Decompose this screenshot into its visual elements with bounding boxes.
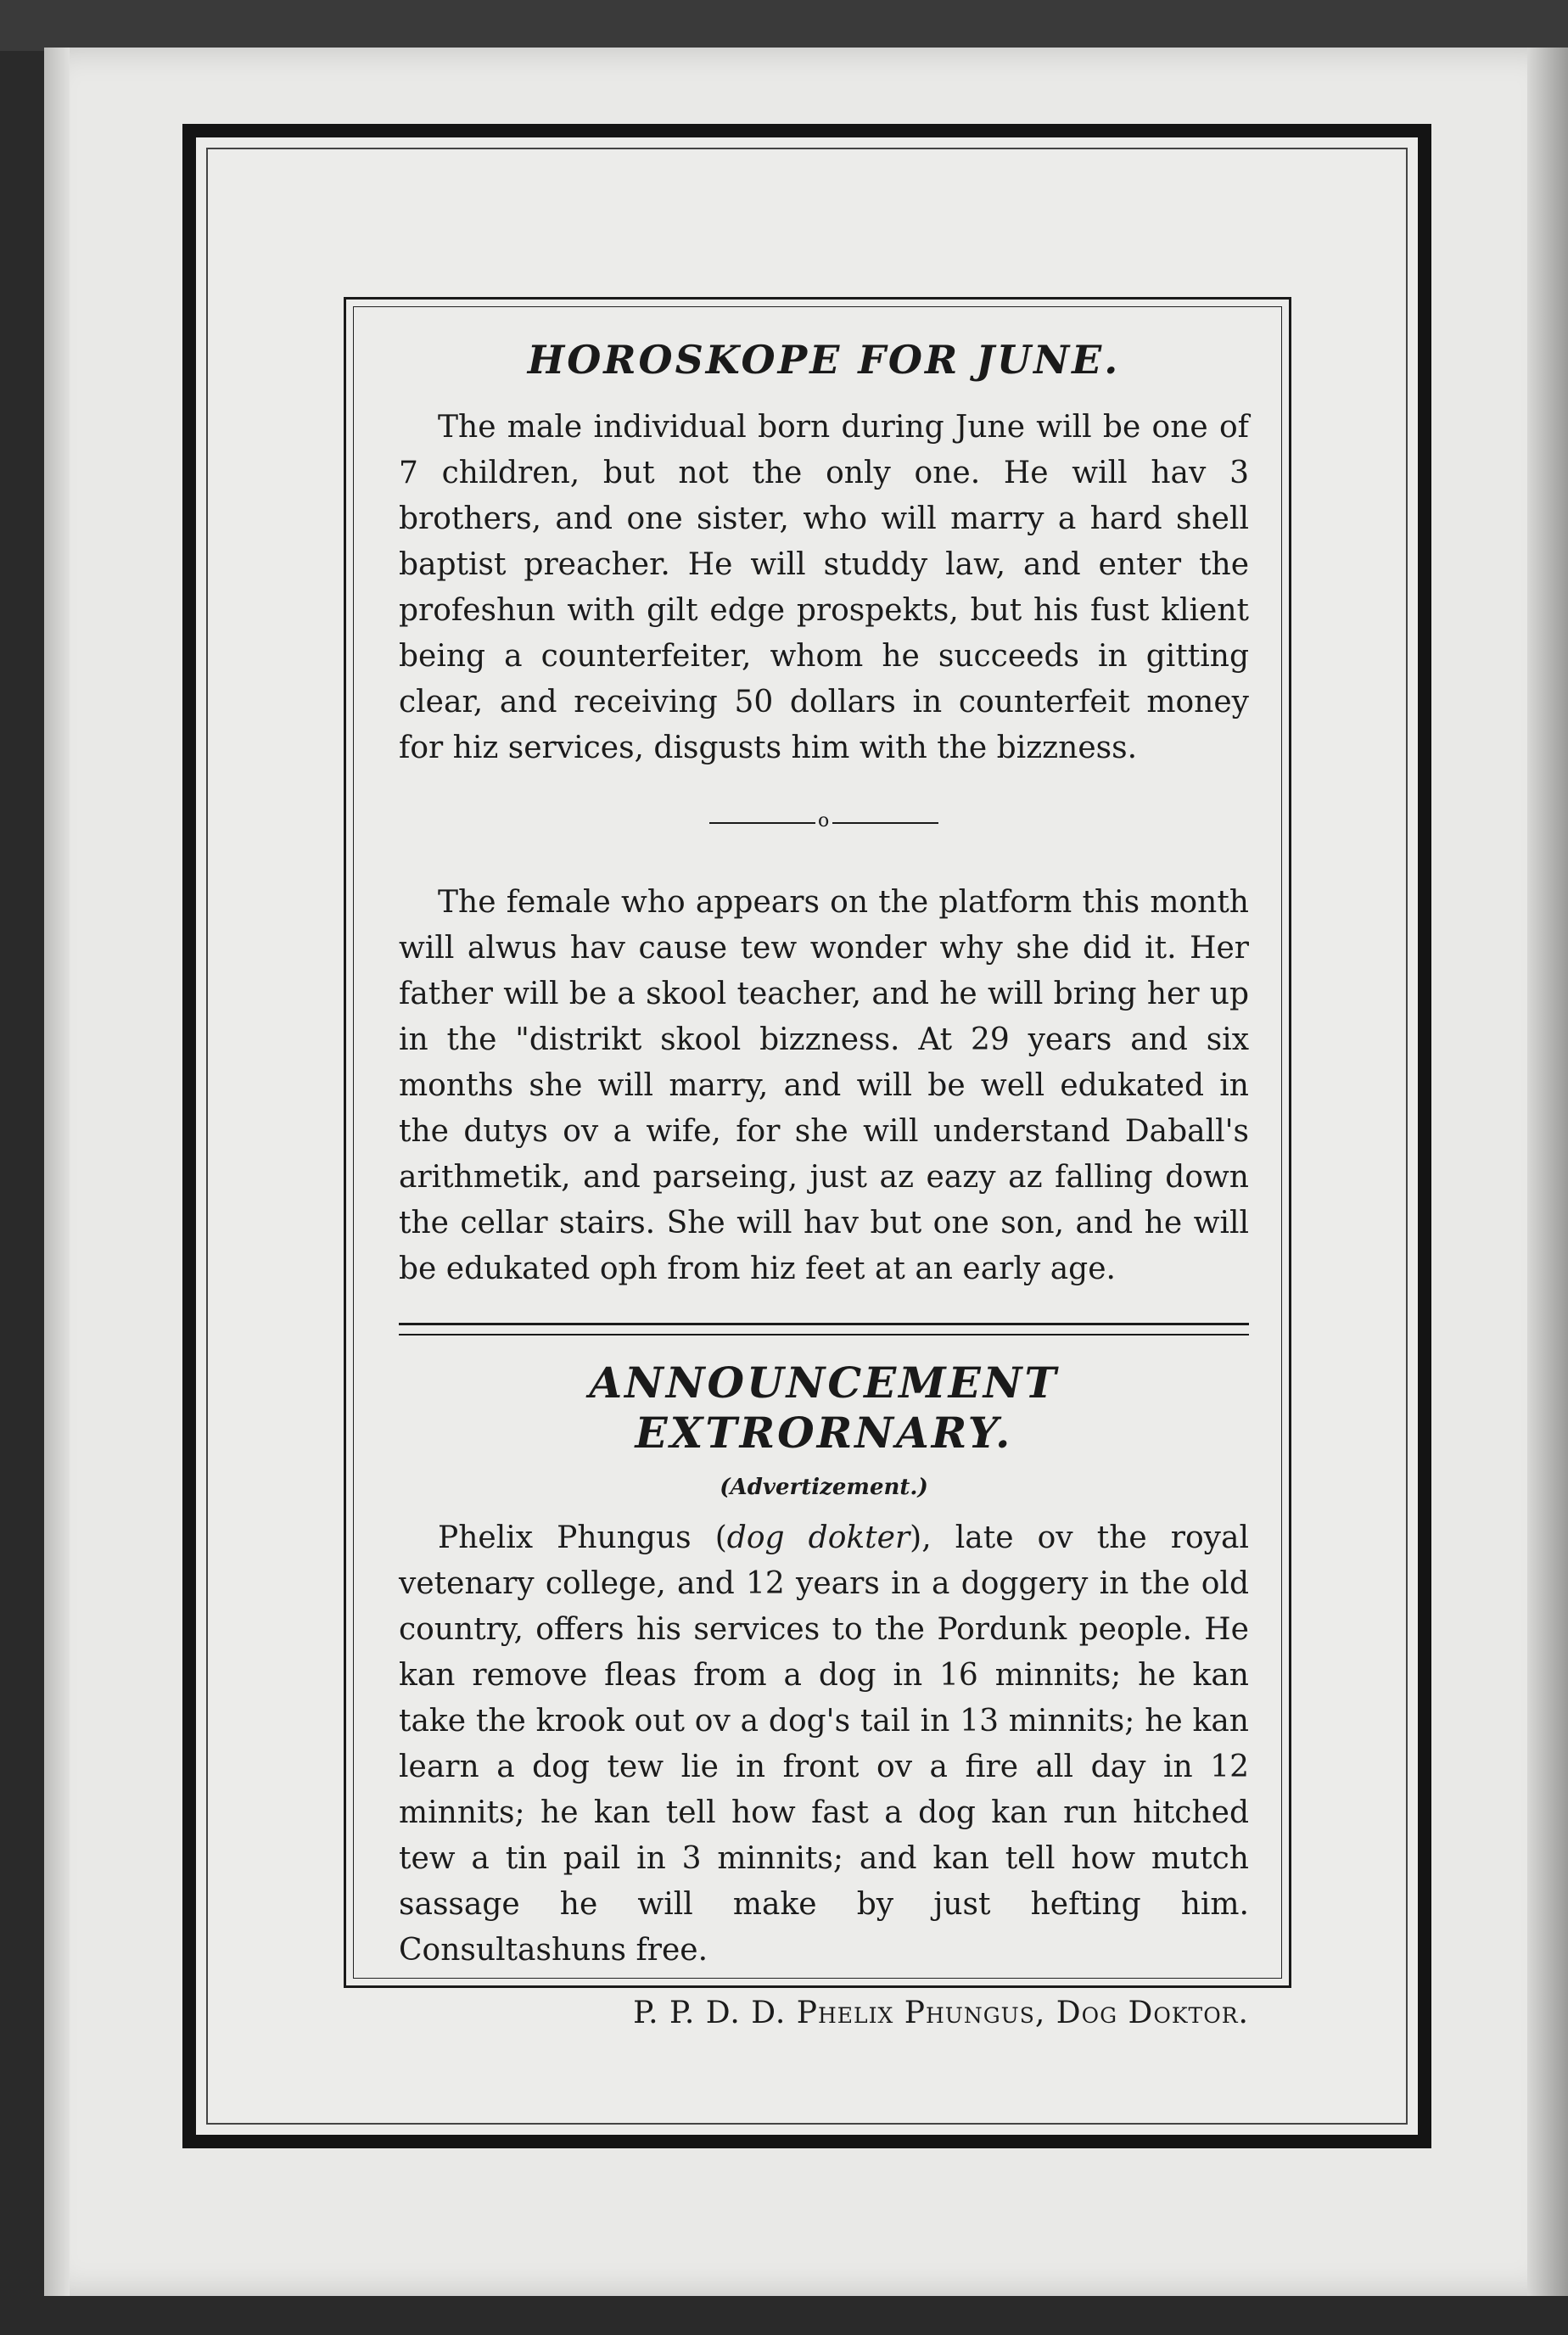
horoscope-female-paragraph: The female who appears on the platform this month will alwus hav cause tew wonder why she did it. Her father will be a skool teacher, and he will bring her up in the "distrikt skool bizzness. At 29 years and six months she will marry, and will be well edukated in the dutys ov a wife, for she will understand Daball's arithmetik, and parseing, just az eazy az falling down the cellar stairs. She will hav but one son, and he will be edukated oph from hiz feet at an early age. xyxy=(399,885,1249,1286)
divider-line-right xyxy=(832,822,938,824)
announcement-text-italic: dog dokter xyxy=(726,1520,910,1555)
double-rule xyxy=(399,1323,1249,1335)
announcement-subtitle: (Advertizement.) xyxy=(720,1475,928,1500)
divider-ornament: o xyxy=(818,810,830,832)
signature-name: Phelix Phungus, Dog Doktor. xyxy=(796,1996,1249,2030)
horoscope-male-paragraph: The male individual born during June will be one of 7 children, but not the only one. He will hav 3 brothers, and one sister, who will marry a hard shell baptist preacher. He will studdy law, and enter the profeshun with gilt edge prospekts, but his fust klient being a counterfeiter, whom he succeeds in gitting clear, and receiving 50 dollars in counterfeit money for hiz services, disgusts him with the bizzness. xyxy=(399,410,1249,765)
announcement-title: ANNOUNCEMENT EXTRORNARY. xyxy=(589,1358,1059,1458)
page-content xyxy=(399,327,1249,2036)
announcement-signature xyxy=(399,1991,1249,2036)
signature-prefix: P. P. D. D. xyxy=(633,1996,787,2030)
page-edge-right xyxy=(1527,48,1568,2296)
section-divider xyxy=(709,810,938,832)
announcement-text-rest: ), late ov the royal vetenary college, and 12 years in a doggery in the old country, offers his services to the Pordunk people. He kan remove fleas from a dog in 16 minnits; he kan take the krook out ov a dog's tail in 13 minnits; he kan learn a dog tew lie in front ov a fire all day in 12 minnits; he kan tell how fast a dog kan run hitched tew a tin pail in 3 minnits; and kan tell how mutch sassage he will make by just hefting him. Consultashuns free. xyxy=(399,1520,1249,1968)
scan-background xyxy=(0,0,1568,51)
announcement-paragraph xyxy=(399,1515,1249,1974)
horoscope-title: HOROSKOPE FOR JUNE. xyxy=(527,337,1121,383)
divider-line-left xyxy=(709,822,815,824)
page-edge-left xyxy=(44,48,70,2296)
announcement-text-start: Phelix Phungus ( xyxy=(438,1520,727,1555)
